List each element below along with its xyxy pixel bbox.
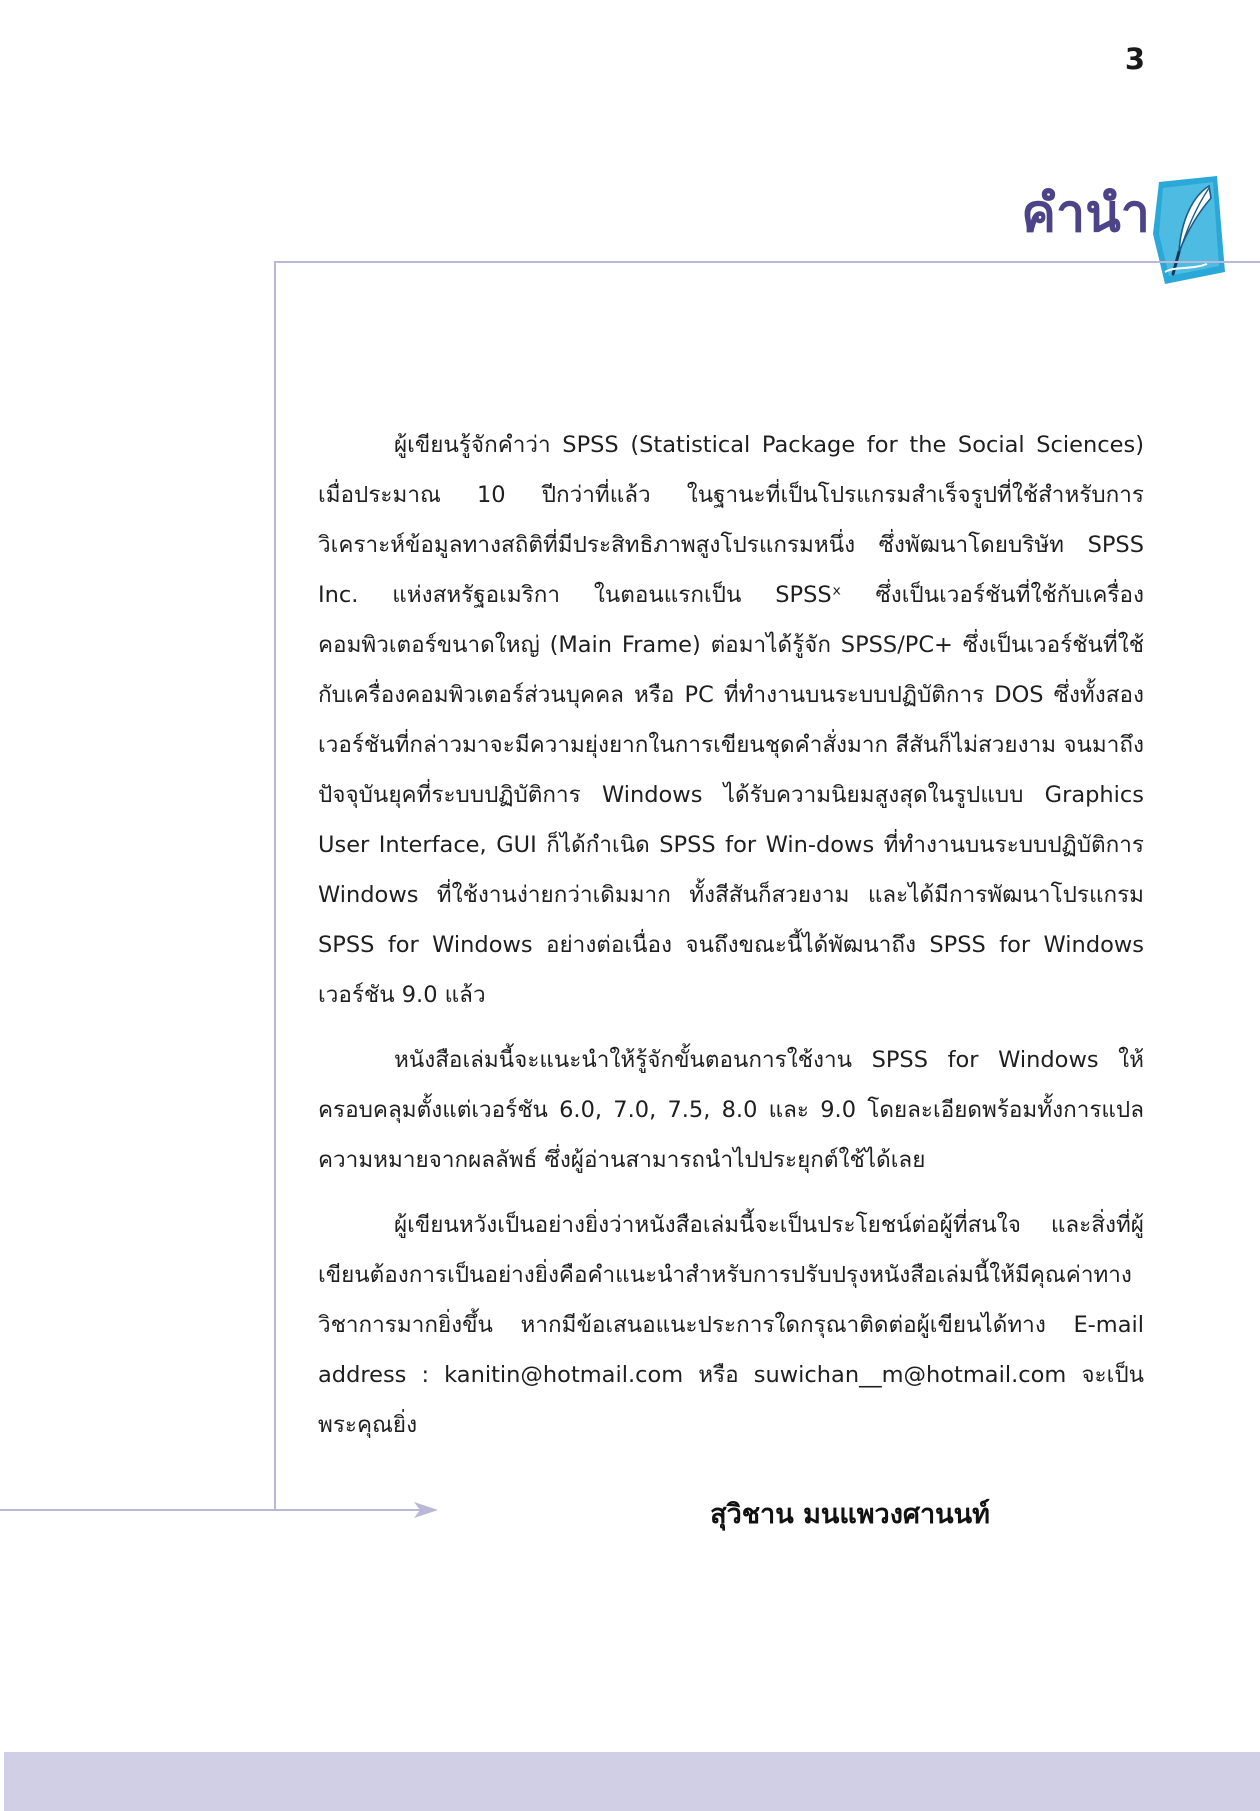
footer-band: [4, 1752, 1260, 1811]
arrow-right-icon: [414, 1498, 438, 1522]
preface-body: [318, 420, 1144, 1465]
page-number: 3: [1124, 42, 1146, 76]
bottom-rule: [0, 1509, 420, 1511]
paragraph: หนังสือเล่มนี้จะแนะนำให้รู้จักขั้นตอนการใช้งาน SPSS for Windows ให้ครอบคลุมตั้งแต่เวอร์ชัน 6.0, 7.0, 7.5, 8.0 และ 9.0 โดยละเอียดพร้อมทั้งการแปลความหมายจากผลลัพธ์ ซึ่งผู้อ่านสามารถนำไปประยุกต์ใช้ได้เลย: [318, 1047, 1144, 1173]
side-rule: [274, 261, 276, 1511]
page-heading: คำนำ: [1021, 184, 1150, 244]
quill-pen-icon: [1151, 176, 1227, 286]
paragraph: ผู้เขียนหวังเป็นอย่างยิ่งว่าหนังสือเล่มนี้จะเป็นประโยชน์ต่อผู้ที่สนใจ และสิ่งที่ผู้เขียนต้องการเป็นอย่างยิ่งคือคำแนะนำสำหรับการปรับปรุงหนังสือเล่มนี้ให้มีคุณค่าทางวิชาการมากยิ่งขึ้น หากมีข้อเสนอแนะประการใดกรุณาติดต่อผู้เขียนได้ทาง E-mail address : kanitin@hotmail.com หรือ suwichan__m@hotmail.com จะเป็นพระคุณยิ่ง: [318, 1212, 1144, 1438]
top-rule: [274, 261, 1260, 263]
author-signature: สุวิชาน มนแพวงศานนท์: [710, 1499, 990, 1530]
paragraph: ผู้เขียนรู้จักคำว่า SPSS (Statistical Package for the Social Sciences) เมื่อประมาณ 10 ปีกว่าที่แล้ว ในฐานะที่เป็นโปรแกรมสำเร็จรูปที่ใช้สำหรับการวิเคราะห์ข้อมูลทางสถิติที่มีประสิทธิภาพสูงโปรแกรมหนึ่ง ซึ่งพัฒนาโดยบริษัท SPSS Inc. แห่งสหรัฐอเมริกา ในตอนแรกเป็น SPSSˣ ซึ่งเป็นเวอร์ชันที่ใช้กับเครื่องคอมพิวเตอร์ขนาดใหญ่ (Main Frame) ต่อมาได้รู้จัก SPSS/PC+ ซึ่งเป็นเวอร์ชันที่ใช้กับเครื่องคอมพิวเตอร์ส่วนบุคคล หรือ PC ที่ทำงานบนระบบปฏิบัติการ DOS ซึ่งทั้งสองเวอร์ชันที่กล่าวมาจะมีความยุ่งยากในการเขียนชุดคำสั่งมาก สีสันก็ไม่สวยงาม จนมาถึงปัจจุบันยุคที่ระบบปฏิบัติการ Windows ได้รับความนิยมสูงสุดในรูปแบบ Graphics User Interface, GUI ก็ได้กำเนิด SPSS for Win-dows ที่ทำงานบนระบบปฏิบัติการ Windows ที่ใช้งานง่ายกว่าเดิมมาก ทั้งสีสันก็สวยงาม และได้มีการพัฒนาโปรแกรม SPSS for Windows อย่างต่อเนื่อง จนถึงขณะนี้ได้พัฒนาถึง SPSS for Windows เวอร์ชัน 9.0 แล้ว: [318, 432, 1144, 1008]
